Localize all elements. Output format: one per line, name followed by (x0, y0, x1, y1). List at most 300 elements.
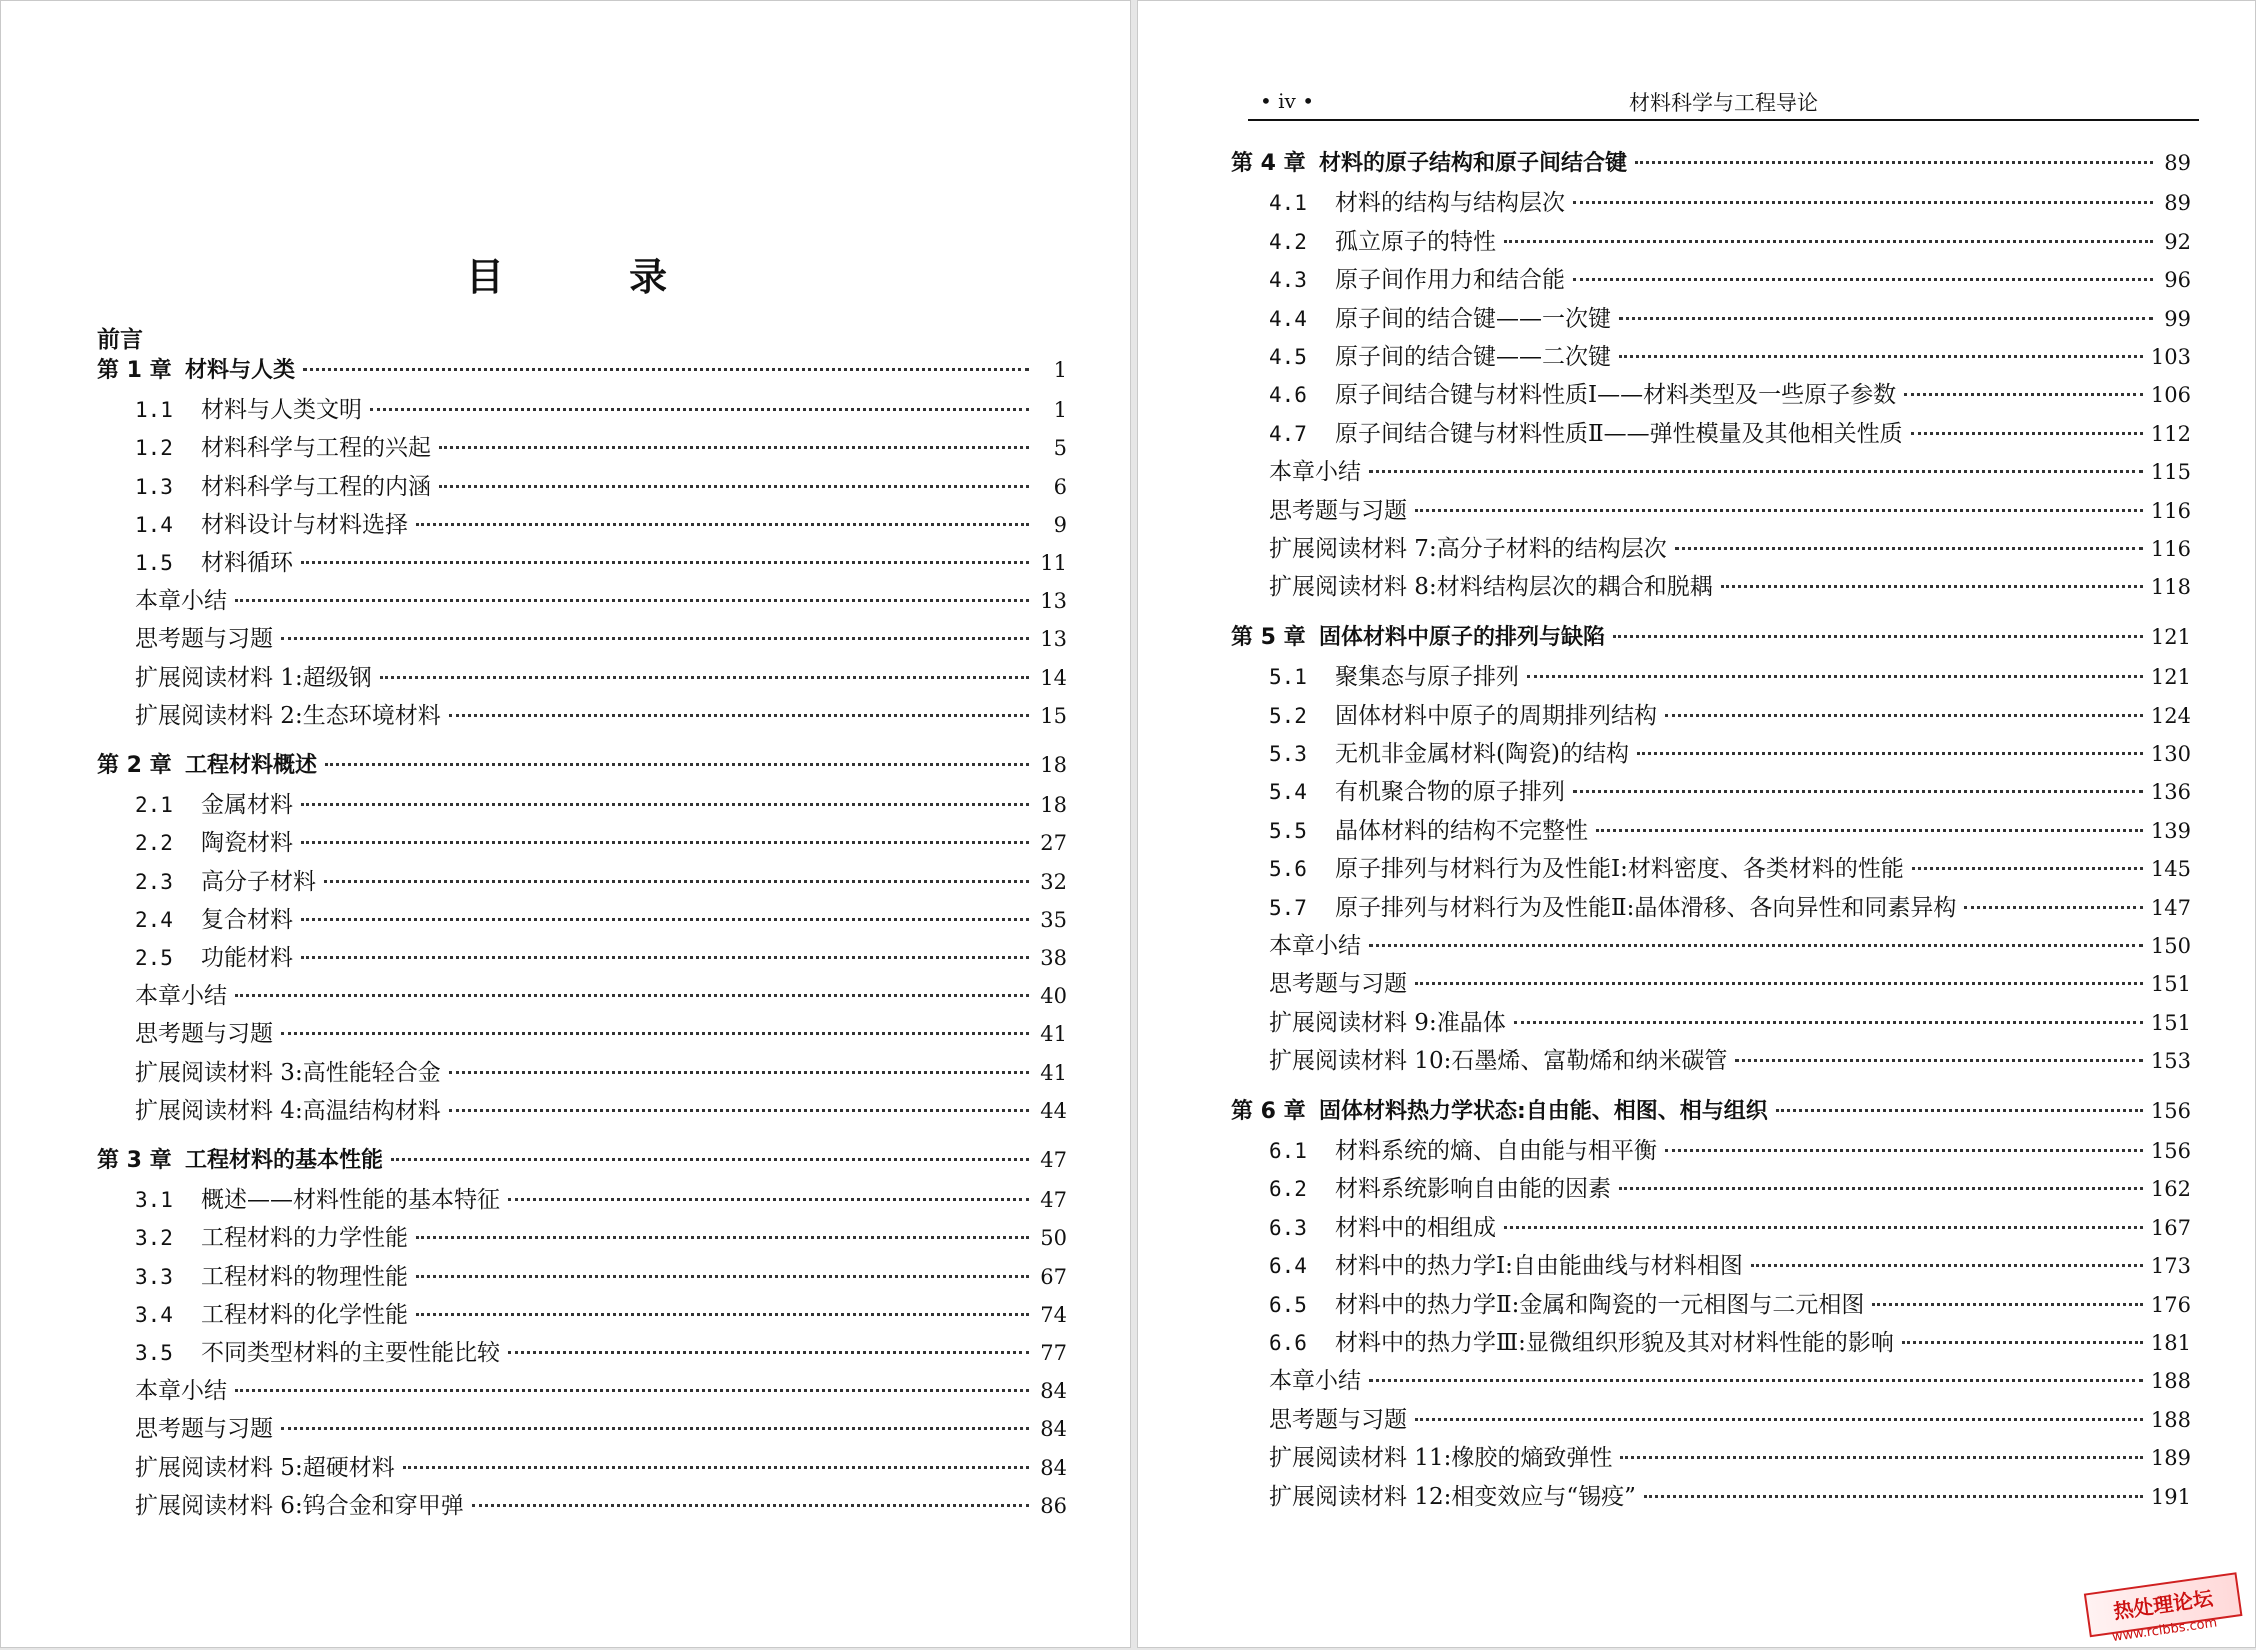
toc-section-row (1231, 223, 2191, 257)
toc-entry-title: 思考题与习题 (135, 1021, 273, 1048)
dot-leader (1619, 1187, 2143, 1190)
toc-entry-page: 151 (2150, 972, 2191, 997)
toc-entry-title: 原子间结合键与材料性质Ⅰ——材料类型及一些原子参数 (1335, 382, 1897, 409)
dot-leader (301, 561, 1029, 564)
dot-leader (1675, 547, 2143, 550)
toc-section-row (1231, 1004, 2191, 1038)
toc-entry-page: 191 (2150, 1484, 2191, 1509)
toc-entry-page: 89 (2164, 151, 2191, 175)
dot-leader (380, 676, 1029, 679)
toc-entry-page: 27 (1040, 831, 1067, 856)
toc-entry-page: 1 (1053, 398, 1067, 423)
toc-entry-page: 1 (1053, 358, 1067, 382)
toc-entry-number: 第 3 章 (97, 1148, 172, 1173)
toc-entry-page: 115 (2150, 460, 2191, 485)
toc-entry-number: 3.4 (135, 1302, 173, 1327)
toc-entry-number: 2.2 (135, 831, 173, 856)
toc-entry-page: 89 (2164, 191, 2191, 216)
toc-entry-page: 139 (2150, 818, 2191, 843)
toc-entry-title: 功能材料 (201, 945, 293, 971)
toc-entry-page: 40 (1040, 984, 1067, 1009)
toc-section-row (97, 1092, 1067, 1126)
toc-section-row (97, 1258, 1067, 1292)
dot-leader (1613, 635, 2143, 638)
toc-entry-title: 工程材料的基本性能 (185, 1148, 384, 1173)
toc-entry-page: 145 (2150, 857, 2191, 882)
toc-entry-title: 材料的结构与结构层次 (1335, 190, 1565, 217)
dot-leader (281, 1427, 1029, 1430)
toc-entry-title: 固体材料中原子的排列与缺陷 (1319, 624, 1606, 650)
toc-entry-number: 5.7 (1269, 895, 1307, 920)
dot-leader (1619, 355, 2143, 358)
toc-entry-title: 扩展阅读材料 8:材料结构层次的耦合和脱耦 (1269, 574, 1713, 601)
dot-leader (1504, 1226, 2143, 1229)
toc-entry-title: 材料循环 (201, 550, 293, 576)
toc-entry-number: 第 6 章 (1231, 1098, 1306, 1124)
toc-entry-page: 35 (1040, 907, 1067, 932)
toc-section-row (1231, 184, 2191, 218)
toc-title: 目 录 (465, 255, 724, 299)
dot-leader (439, 446, 1029, 449)
toc-entry-number: 6.4 (1269, 1254, 1307, 1279)
dot-leader (1637, 752, 2143, 755)
toc-section-row (97, 977, 1067, 1011)
toc-section-row (97, 824, 1067, 858)
toc-entry-number: 3.1 (135, 1188, 173, 1213)
toc-entry-title: 原子间的结合键——二次键 (1335, 344, 1611, 370)
dot-leader (508, 1198, 1029, 1201)
toc-entry-title: 材料设计与材料选择 (201, 511, 408, 538)
toc-entry-number: 4.1 (1269, 191, 1307, 216)
toc-section-row (97, 506, 1067, 540)
dot-leader (1751, 1264, 2143, 1267)
toc-entry-title: 材料中的热力学Ⅲ:显微组织形貌及其对材料性能的影响 (1335, 1330, 1894, 1356)
toc-entry-title: 扩展阅读材料 7:高分子材料的结构层次 (1269, 536, 1667, 562)
toc-section-row (1231, 773, 2191, 807)
watermark-text: 热处理论坛 (2084, 1572, 2243, 1637)
toc-entry-number: 5.4 (1269, 780, 1307, 805)
toc-section-row (97, 1410, 1067, 1444)
toc-entry-page: 13 (1040, 627, 1067, 652)
dot-leader (1514, 1021, 2143, 1024)
toc-entry-page: 188 (2150, 1407, 2191, 1432)
toc-entry-number: 4.6 (1269, 383, 1307, 408)
toc-entry-number: 3.2 (135, 1226, 173, 1251)
toc-section-row (1231, 735, 2191, 769)
toc-entry-page: 5 (1053, 436, 1067, 461)
toc-entry-page: 13 (1040, 589, 1067, 614)
toc-entry-title: 原子间作用力和结合能 (1335, 267, 1565, 294)
toc-entry-title: 本章小结 (135, 588, 227, 615)
toc-entry-title: 材料科学与工程的兴起 (201, 435, 431, 462)
toc-entry-title: 材料系统的熵、自由能与相平衡 (1335, 1138, 1657, 1164)
toc-section-row (97, 544, 1067, 578)
toc-entry-title: 扩展阅读材料 3:高性能轻合金 (135, 1059, 441, 1086)
toc-entry-page: 156 (2150, 1139, 2191, 1163)
toc-entry-page: 84 (1040, 1455, 1067, 1480)
toc-section-row (1231, 1439, 2191, 1473)
toc-entry-page: 77 (1040, 1341, 1067, 1365)
toc-entry-number: 1.3 (135, 474, 173, 499)
dot-leader (416, 1236, 1029, 1239)
toc-entry-number: 1.5 (135, 551, 173, 575)
toc-entry-title: 不同类型材料的主要性能比较 (201, 1340, 500, 1366)
toc-entry-title: 材料系统影响自由能的因素 (1335, 1176, 1611, 1203)
toc-section-row (1231, 1362, 2191, 1396)
toc-entry-page: 15 (1040, 703, 1067, 728)
toc-entry-page: 181 (2150, 1331, 2191, 1355)
toc-entry-page: 11 (1040, 551, 1067, 575)
toc-entry-number: 第 5 章 (1231, 624, 1306, 650)
toc-entry-title: 本章小结 (1269, 1368, 1361, 1395)
dot-leader (1635, 161, 2153, 164)
toc-section-row (1231, 376, 2191, 410)
toc-entry-title: 工程材料的力学性能 (201, 1225, 408, 1252)
toc-entry-page: 32 (1040, 869, 1067, 894)
toc-entry-page: 44 (1040, 1098, 1067, 1123)
toc-entry-page: 121 (2150, 624, 2191, 649)
toc-entry-title: 扩展阅读材料 1:超级钢 (135, 664, 372, 691)
running-title: 材料科学与工程导论 (1629, 91, 1818, 115)
toc-section-row (1231, 697, 2191, 731)
toc-entry-page: 103 (2150, 345, 2191, 369)
toc-entry-page: 14 (1040, 665, 1067, 690)
page-number: • iv • (1260, 89, 1315, 113)
toc-entry-number: 第 1 章 (97, 358, 172, 383)
toc-entry-title: 扩展阅读材料 10:石墨烯、富勒烯和纳米碳管 (1269, 1048, 1728, 1075)
dot-leader (370, 408, 1029, 411)
toc-section-row (1231, 965, 2191, 999)
toc-entry-title: 材料与人类文明 (201, 397, 362, 424)
toc-entry-title: 复合材料 (201, 906, 293, 933)
toc-section-row (1231, 492, 2191, 526)
toc-section-row (97, 429, 1067, 463)
dot-leader (1573, 201, 2153, 204)
toc-entry-title: 材料中的相组成 (1335, 1214, 1496, 1241)
toc-entry-title: 工程材料的化学性能 (201, 1301, 408, 1328)
toc-entry-title: 扩展阅读材料 5:超硬材料 (135, 1454, 395, 1481)
toc-section-row (97, 1181, 1067, 1215)
toc-section-row (1231, 927, 2191, 961)
toc-section-row (97, 1449, 1067, 1483)
dot-leader (1904, 393, 2143, 396)
toc-chapter-row (97, 1143, 1067, 1177)
toc-entry-page: 96 (2164, 268, 2191, 293)
dot-leader (1776, 1109, 2143, 1112)
dot-leader (1721, 585, 2143, 588)
toc-section-row (97, 1219, 1067, 1253)
toc-chapter-row (1231, 620, 2191, 654)
toc-section-row (1231, 1170, 2191, 1204)
toc-chapter-row (1231, 146, 2191, 180)
toc-entry-number: 3.3 (135, 1264, 173, 1289)
toc-entry-page: 156 (2150, 1098, 2191, 1123)
toc-entry-title: 材料中的热力学Ⅱ:金属和陶瓷的一元相图与二元相图 (1335, 1291, 1865, 1318)
toc-entry-number: 1.2 (135, 436, 173, 461)
toc-entry-page: 173 (2150, 1254, 2191, 1279)
toc-section-row (97, 468, 1067, 502)
toc-entry-page: 118 (2150, 575, 2191, 600)
dot-leader (301, 841, 1029, 844)
toc-entry-page: 67 (1040, 1264, 1067, 1289)
toc-entry-page: 84 (1040, 1417, 1067, 1442)
dot-leader (449, 714, 1029, 717)
dot-leader (301, 803, 1029, 806)
toc-entry-number: 5.5 (1269, 818, 1307, 843)
toc-entry-number: 4.7 (1269, 421, 1307, 446)
toc-entry-number: 第 2 章 (97, 753, 172, 778)
toc-entry-number: 5.6 (1269, 857, 1307, 882)
toc-entry-number: 1.1 (135, 398, 173, 423)
toc-section-row (1231, 1478, 2191, 1512)
dot-leader (301, 918, 1029, 921)
toc-entry-page: 153 (2150, 1049, 2191, 1074)
dot-leader (1911, 432, 2143, 435)
dot-leader (1504, 240, 2153, 243)
toc-entry-number: 6.3 (1269, 1215, 1307, 1240)
toc-entry-title: 固体材料中原子的周期排列结构 (1335, 702, 1657, 729)
toc-entry-title: 本章小结 (135, 983, 227, 1010)
toc-entry-page: 151 (2150, 1010, 2191, 1035)
toc-entry-page: 99 (2164, 306, 2191, 331)
toc-entry-page: 116 (2150, 498, 2191, 523)
toc-section-row (1231, 889, 2191, 923)
toc-section-row (1231, 1247, 2191, 1281)
toc-entry-number: 6.1 (1269, 1139, 1307, 1163)
toc-entry-page: 47 (1040, 1148, 1067, 1172)
toc-entry-title: 原子排列与材料行为及性能Ⅱ:晶体滑移、各向异性和同素异构 (1335, 894, 1957, 921)
dot-leader (324, 880, 1029, 883)
toc-section-row (1231, 1324, 2191, 1358)
toc-entry-number: 4.3 (1269, 268, 1307, 293)
toc-entry-title: 陶瓷材料 (201, 830, 293, 857)
toc-entry-title: 材料科学与工程的内涵 (201, 473, 431, 500)
dot-leader (449, 1071, 1029, 1074)
toc-section-row (97, 391, 1067, 425)
dot-leader (235, 599, 1029, 602)
toc-entry-page: 18 (1040, 793, 1067, 818)
dot-leader (281, 1032, 1029, 1035)
toc-entry-number: 4.2 (1269, 229, 1307, 254)
toc-entry-page: 92 (2164, 229, 2191, 254)
toc-section-row (1231, 812, 2191, 846)
toc-entry-page: 176 (2150, 1292, 2191, 1317)
toc-entry-page: 188 (2150, 1369, 2191, 1394)
toc-entry-page: 41 (1040, 1060, 1067, 1085)
toc-entry-title: 有机聚合物的原子排列 (1335, 779, 1565, 806)
toc-entry-title: 材料中的热力学Ⅰ:自由能曲线与材料相图 (1335, 1253, 1743, 1280)
toc-section-row (1231, 300, 2191, 334)
toc-entry-title: 思考题与习题 (1269, 1406, 1407, 1433)
toc-entry-number: 4.5 (1269, 345, 1307, 369)
toc-section-row (1231, 1042, 2191, 1076)
dot-leader (1415, 509, 2143, 512)
dot-leader (439, 485, 1029, 488)
toc-entry-page: 189 (2150, 1446, 2191, 1471)
toc-entry-title: 扩展阅读材料 11:橡胶的熵致弹性 (1269, 1445, 1613, 1472)
toc-entry-title: 思考题与习题 (135, 1416, 273, 1443)
toc-entry-title: 扩展阅读材料 12:相变效应与“锡疫” (1269, 1483, 1636, 1510)
dot-leader (1620, 1456, 2143, 1459)
dot-leader (1369, 1379, 2143, 1382)
toc-entry-title: 思考题与习题 (135, 626, 273, 653)
dot-leader (1619, 317, 2153, 320)
dot-leader (416, 523, 1029, 526)
toc-entry-page: 124 (2150, 703, 2191, 728)
dot-leader (1735, 1059, 2143, 1062)
toc-section-row (1231, 453, 2191, 487)
dot-leader (303, 368, 1029, 371)
toc-section-row (97, 1054, 1067, 1088)
dot-leader (1415, 982, 2143, 985)
dot-leader (508, 1351, 1029, 1354)
toc-entry-title: 聚集态与原子排列 (1335, 664, 1519, 691)
toc-section-row (97, 620, 1067, 654)
toc-entry-title: 扩展阅读材料 2:生态环境材料 (135, 702, 441, 729)
toc-section-row (97, 1372, 1067, 1406)
toc-entry-page: 74 (1040, 1302, 1067, 1327)
toc-entry-title: 思考题与习题 (1269, 971, 1407, 998)
toc-entry-page: 106 (2150, 383, 2191, 408)
toc-entry-title: 扩展阅读材料 9:准晶体 (1269, 1009, 1506, 1036)
toc-entry-number: 1.4 (135, 512, 173, 537)
toc-entry-title: 晶体材料的结构不完整性 (1335, 817, 1588, 844)
toc-entry-number: 5.1 (1269, 665, 1307, 690)
dot-leader (416, 1275, 1029, 1278)
dot-leader (1527, 675, 2143, 678)
dot-leader (1415, 1418, 2143, 1421)
toc-section-row (97, 786, 1067, 820)
toc-entry-number: 6.6 (1269, 1331, 1307, 1355)
dot-leader (235, 994, 1029, 997)
toc-entry-title: 孤立原子的特性 (1335, 228, 1496, 255)
toc-entry-title: 原子排列与材料行为及性能Ⅰ:材料密度、各类材料的性能 (1335, 856, 1904, 883)
toc-section-row (97, 1015, 1067, 1049)
dot-leader (1665, 714, 2143, 717)
toc-entry-number: 4.4 (1269, 306, 1307, 331)
toc-section-row (1231, 338, 2191, 372)
dot-leader (1872, 1303, 2143, 1306)
dot-leader (1573, 790, 2143, 793)
watermark-url: www.rclbbs.com (2111, 1615, 2219, 1646)
dot-leader (403, 1466, 1029, 1469)
toc-entry-title: 固体材料热力学状态:自由能、相图、相与组织 (1319, 1098, 1768, 1124)
toc-entry-page: 47 (1040, 1188, 1067, 1213)
toc-section-row (97, 1296, 1067, 1330)
toc-entry-title: 原子间结合键与材料性质Ⅱ——弹性模量及其他相关性质 (1335, 420, 1903, 447)
dot-leader (1596, 829, 2143, 832)
toc-entry-title: 本章小结 (135, 1378, 227, 1405)
toc-entry-title: 扩展阅读材料 6:钨合金和穿甲弹 (135, 1492, 464, 1519)
toc-entry-page: 147 (2150, 895, 2191, 920)
toc-chapter-row (1231, 1094, 2191, 1128)
right-page (1137, 0, 2256, 1648)
toc-entry-number: 2.3 (135, 869, 173, 894)
toc-entry-number: 2.4 (135, 907, 173, 932)
toc-entry-number: 5.2 (1269, 703, 1307, 728)
toc-entry-title: 无机非金属材料(陶瓷)的结构 (1335, 741, 1629, 767)
dot-leader (416, 1313, 1029, 1316)
toc-entry-page: 6 (1053, 474, 1067, 499)
toc-entry-number: 2.1 (135, 793, 173, 818)
dot-leader (1964, 906, 2143, 909)
toc-entry-page: 86 (1040, 1493, 1067, 1518)
toc-section-row (97, 1487, 1067, 1521)
toc-entry-page: 130 (2150, 742, 2191, 766)
toc-entry-number: 3.5 (135, 1341, 173, 1365)
dot-leader (301, 956, 1029, 959)
toc-section-row (97, 659, 1067, 693)
toc-entry-title: 工程材料的物理性能 (201, 1263, 408, 1290)
toc-section-row (97, 1334, 1067, 1368)
dot-leader (281, 637, 1029, 640)
toc-entry-page: 18 (1040, 753, 1067, 777)
toc-section-row (97, 901, 1067, 935)
dot-leader (235, 1389, 1029, 1392)
toc-section-row (97, 863, 1067, 897)
toc-section-row (1231, 1401, 2191, 1435)
toc-chapter-row (97, 353, 1067, 387)
toc-entry-page: 162 (2150, 1177, 2191, 1202)
dot-leader (391, 1158, 1029, 1161)
toc-section-row (1231, 1209, 2191, 1243)
dot-leader (1369, 470, 2143, 473)
dot-leader (1902, 1341, 2143, 1344)
toc-entry-page: 167 (2150, 1215, 2191, 1240)
preface-entry: 前言 (97, 327, 143, 353)
toc-entry-title: 思考题与习题 (1269, 497, 1407, 524)
toc-entry-title: 扩展阅读材料 4:高温结构材料 (135, 1097, 441, 1124)
dot-leader (1369, 944, 2143, 947)
dot-leader (325, 763, 1029, 766)
toc-entry-title: 原子间的结合键——一次键 (1335, 305, 1611, 332)
toc-entry-number: 6.2 (1269, 1177, 1307, 1202)
toc-entry-page: 150 (2150, 934, 2191, 958)
toc-entry-page: 112 (2150, 421, 2191, 446)
toc-entry-page: 50 (1040, 1226, 1067, 1251)
toc-entry-page: 41 (1040, 1022, 1067, 1047)
toc-section-row (1231, 568, 2191, 602)
dot-leader (1912, 867, 2143, 870)
toc-entry-title: 高分子材料 (201, 868, 316, 895)
toc-entry-page: 38 (1040, 946, 1067, 970)
dot-leader (472, 1504, 1029, 1507)
toc-section-row (97, 939, 1067, 973)
toc-section-row (1231, 261, 2191, 295)
running-header (1248, 85, 2199, 121)
toc-entry-title: 材料与人类 (185, 358, 296, 383)
dot-leader (449, 1109, 1029, 1112)
toc-entry-number: 6.5 (1269, 1292, 1307, 1317)
toc-entry-title: 本章小结 (1269, 933, 1361, 959)
toc-section-row (1231, 1286, 2191, 1320)
toc-entry-page: 136 (2150, 780, 2191, 805)
toc-entry-page: 9 (1053, 512, 1067, 537)
toc-section-row (1231, 850, 2191, 884)
toc-entry-page: 116 (2150, 537, 2191, 561)
toc-entry-number: 5.3 (1269, 742, 1307, 766)
toc-entry-number: 2.5 (135, 946, 173, 970)
toc-section-row (1231, 658, 2191, 692)
toc-entry-title: 材料的原子结构和原子间结合键 (1319, 151, 1628, 176)
toc-entry-page: 121 (2150, 665, 2191, 690)
toc-entry-title: 概述——材料性能的基本特征 (201, 1187, 500, 1214)
toc-entry-page: 84 (1040, 1379, 1067, 1404)
toc-section-row (1231, 530, 2191, 564)
toc-chapter-row (97, 748, 1067, 782)
toc-section-row (97, 582, 1067, 616)
dot-leader (1573, 278, 2153, 281)
